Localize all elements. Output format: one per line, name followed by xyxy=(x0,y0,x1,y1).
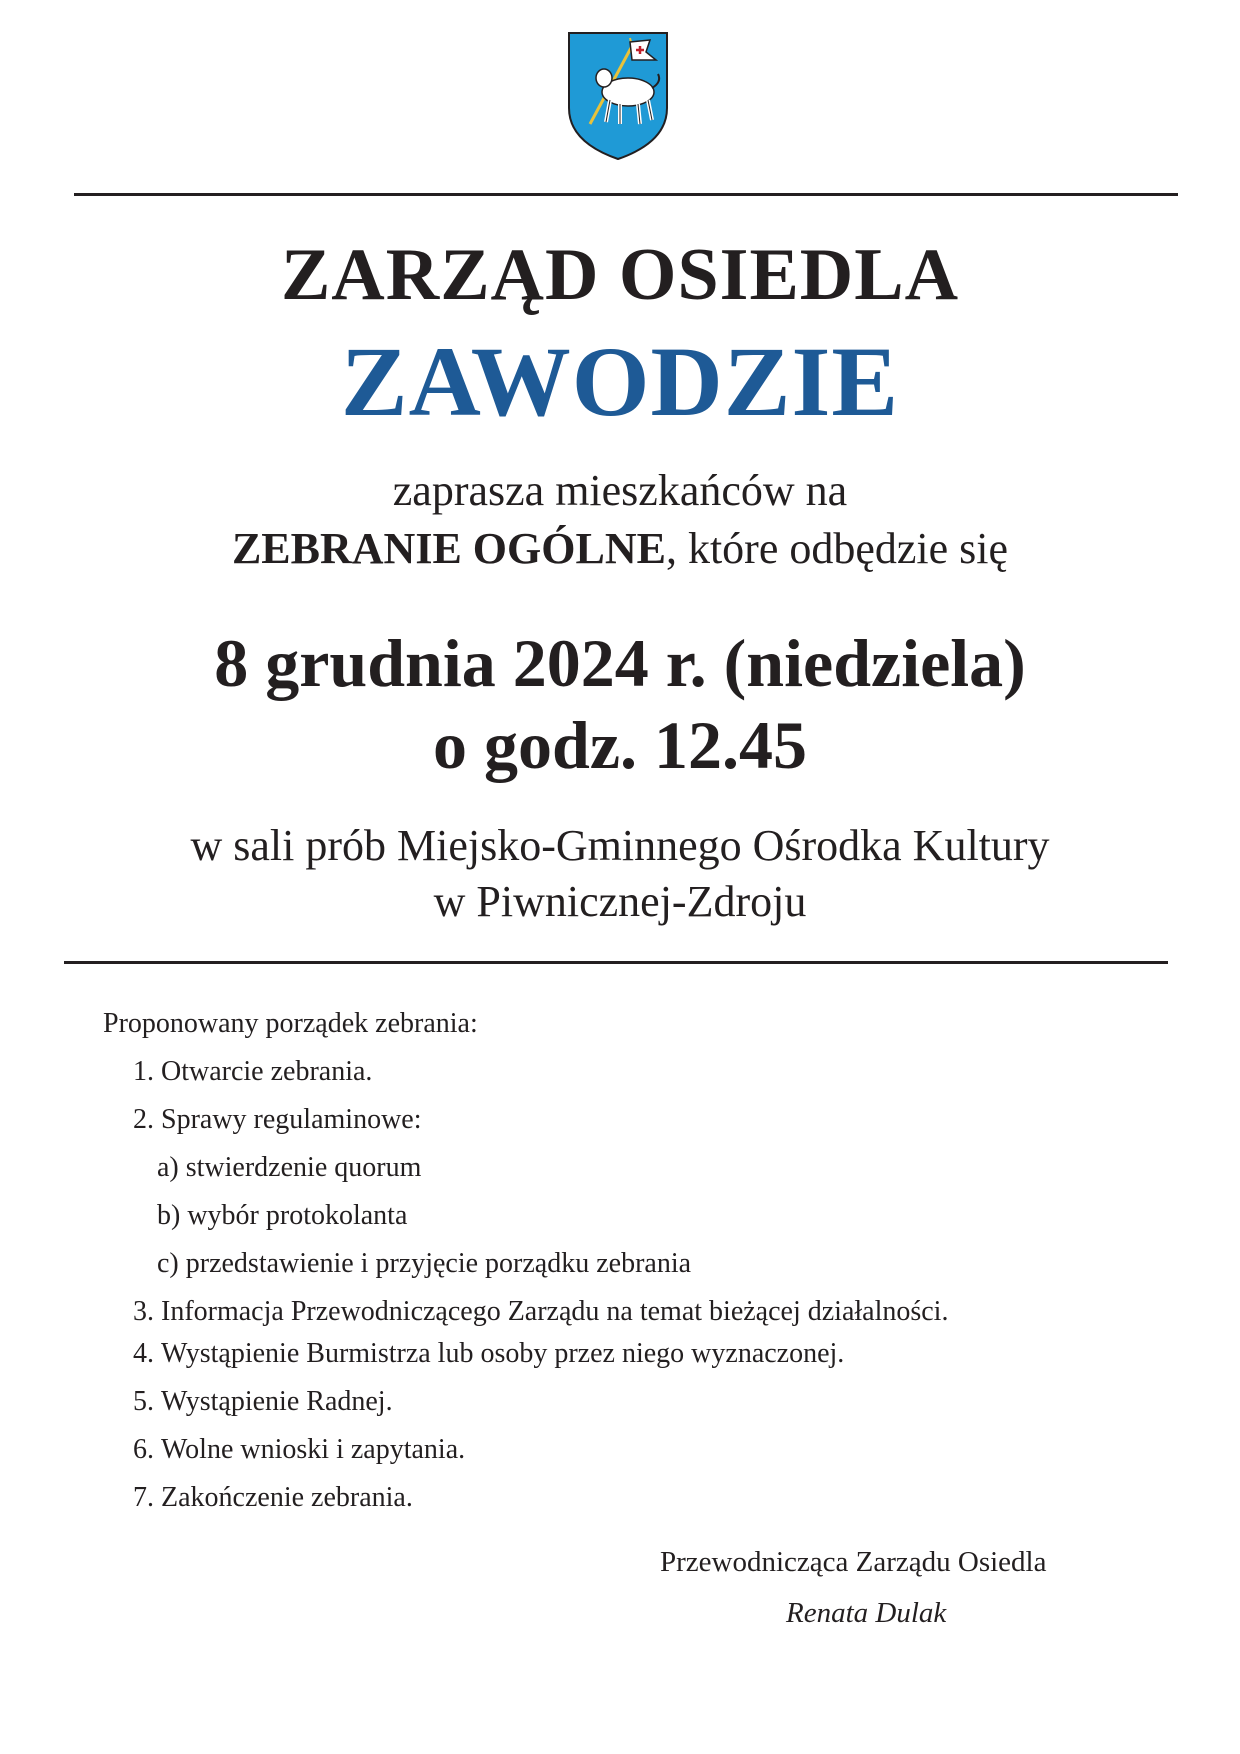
agenda-item-number: 2. xyxy=(133,1104,154,1135)
top-divider xyxy=(74,193,1178,196)
agenda-item xyxy=(103,1288,948,1330)
meeting-location xyxy=(0,818,1240,930)
agenda-item xyxy=(103,1426,948,1474)
agenda-subitem-text: a) stwierdzenie quorum xyxy=(157,1152,422,1183)
title-line-2: ZAWODZIE xyxy=(340,326,900,437)
signature-role: Przewodnicząca Zarządu Osiedla xyxy=(660,1546,1047,1578)
middle-divider xyxy=(64,961,1168,964)
agenda-item-number: 5. xyxy=(133,1386,154,1417)
agenda-item-number: 1. xyxy=(133,1056,154,1087)
invitation-text xyxy=(0,462,1240,578)
agenda-item-number: 7. xyxy=(133,1482,154,1513)
meeting-date: 8 grudnia 2024 r. (niedziela) xyxy=(214,625,1026,701)
agenda-subitem xyxy=(103,1144,948,1192)
agenda-heading: Proponowany porządek zebrania: xyxy=(103,1008,478,1039)
lamb-with-banner-crest-icon xyxy=(566,30,670,162)
title-line-1: ZARZĄD OSIEDLA xyxy=(280,234,960,316)
agenda-item xyxy=(103,1474,948,1522)
location-line-2: w Piwnicznej-Zdroju xyxy=(433,877,807,926)
agenda-subitem-text: c) przedstawienie i przyjęcie porządku zebrania xyxy=(157,1248,692,1279)
meeting-datetime xyxy=(0,622,1240,786)
invitation-line-2 xyxy=(0,520,1240,578)
agenda-item-text: Wystąpienie Radnej. xyxy=(161,1386,393,1417)
invitation-line-2-rest: , które odbędzie się xyxy=(665,524,1009,573)
agenda-item-text: Wystąpienie Burmistrza lub osoby przez niego wyznaczonej. xyxy=(161,1338,845,1369)
agenda-item xyxy=(103,1378,948,1426)
agenda-item-number: 6. xyxy=(133,1434,154,1465)
agenda-subitem xyxy=(103,1192,948,1240)
agenda-item-text: Informacja Przewodniczącego Zarządu na temat bieżącej działalności. xyxy=(161,1296,949,1327)
agenda-subitem-text: b) wybór protokolanta xyxy=(157,1200,408,1231)
agenda-subitem xyxy=(103,1240,948,1288)
agenda-item-text: Wolne wnioski i zapytania. xyxy=(161,1434,466,1465)
agenda-item xyxy=(103,1330,948,1378)
location-line-1: w sali prób Miejsko-Gminnego Ośrodka Kultury xyxy=(190,821,1050,870)
agenda-item-text: Sprawy regulaminowe: xyxy=(161,1104,422,1135)
meeting-time: o godz. 12.45 xyxy=(433,707,807,783)
invitation-line-1: zaprasza mieszkańców na xyxy=(392,466,848,515)
agenda xyxy=(103,1000,948,1522)
agenda-item-text: Zakończenie zebrania. xyxy=(161,1482,413,1513)
event-name: ZEBRANIE OGÓLNE xyxy=(231,524,666,573)
agenda-item xyxy=(103,1096,948,1144)
signature-name: Renata Dulak xyxy=(786,1597,947,1629)
agenda-item xyxy=(103,1048,948,1096)
agenda-item-number: 3. xyxy=(133,1296,154,1327)
agenda-item-number: 4. xyxy=(133,1338,154,1369)
agenda-item-text: Otwarcie zebrania. xyxy=(161,1056,373,1087)
